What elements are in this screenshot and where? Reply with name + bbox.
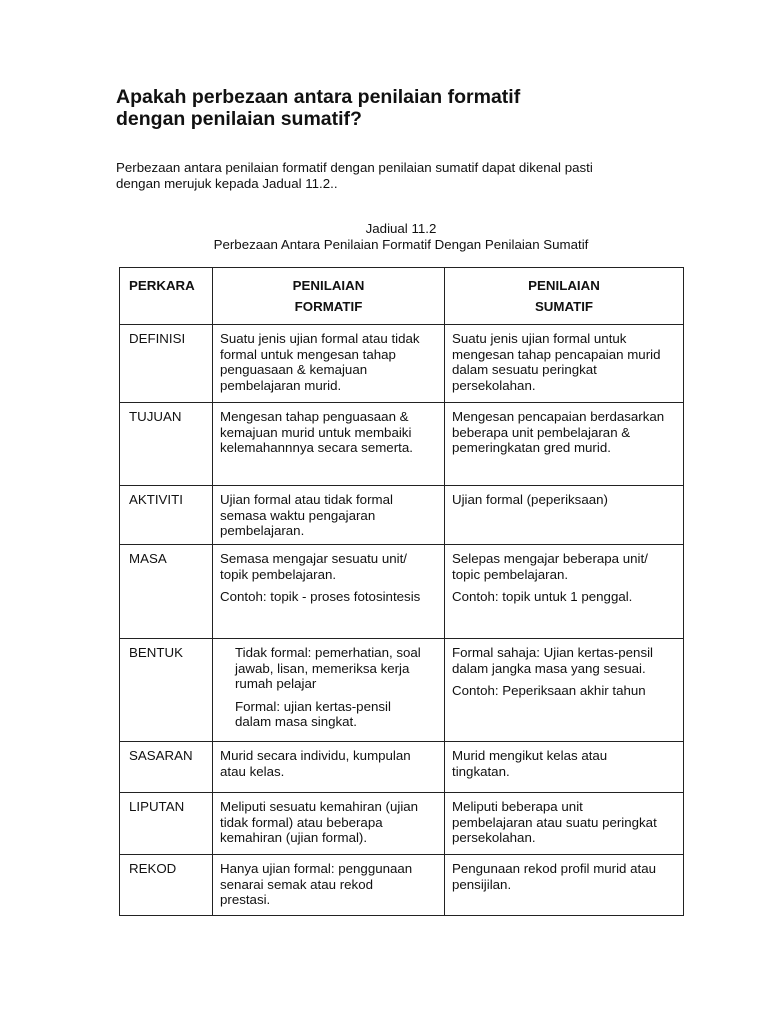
cell-paragraph: Formal sahaja: Ujian kertas-pensil dalam jangka masa yang sesuai.: [452, 645, 654, 676]
cell-sumatif: [445, 855, 684, 916]
table-caption-text: Perbezaan Antara Penilaian Formatif Dengan Penilaian Sumatif: [213, 237, 589, 252]
cell-perkara: BENTUK: [120, 639, 213, 742]
cell-paragraph: Tidak formal: pemerhatian, soal jawab, lisan, memeriksa kerja rumah pelajar: [235, 645, 421, 691]
cell-formatif: [213, 793, 445, 855]
cell-formatif: [213, 325, 445, 403]
cell-perkara: TUJUAN: [120, 403, 213, 486]
table-row: [120, 486, 684, 545]
table-row: [120, 325, 684, 403]
cell-perkara: LIPUTAN: [120, 793, 213, 855]
header-perkara: PERKARA: [120, 268, 213, 325]
cell-formatif: [213, 545, 445, 639]
cell-paragraph: Mengesan tahap penguasaan & kemajuan murid untuk membaiki kelemahannnya secara semerta.: [220, 409, 413, 455]
cell-paragraph: Murid secara individu, kumpulan atau kelas.: [220, 748, 411, 779]
cell-sumatif: [445, 486, 684, 545]
table-row: [120, 855, 684, 916]
table-header-row: [120, 268, 684, 325]
cell-formatif: [213, 639, 445, 742]
table-row: [120, 742, 684, 793]
cell-sumatif: [445, 742, 684, 793]
table-row: [120, 403, 684, 486]
cell-paragraph: Semasa mengajar sesuatu unit/ topik pembelajaran.: [220, 551, 408, 582]
cell-paragraph: Suatu jenis ujian formal atau tidak formal untuk mengesan tahap penguasaan & kemajuan pembelajaran murid.: [220, 331, 420, 393]
cell-perkara: REKOD: [120, 855, 213, 916]
table-row: [120, 545, 684, 639]
cell-paragraph: Hanya ujian formal: penggunaan senarai semak atau rekod prestasi.: [220, 861, 413, 907]
cell-perkara: MASA: [120, 545, 213, 639]
cell-perkara: DEFINISI: [120, 325, 213, 403]
cell-paragraph: Mengesan pencapaian berdasarkan beberapa unit pembelajaran & pemeringkatan gred murid.: [452, 409, 665, 455]
cell-formatif: [213, 403, 445, 486]
cell-paragraph: Ujian formal atau tidak formal semasa waktu pengajaran pembelajaran.: [220, 492, 393, 538]
cell-formatif: [213, 742, 445, 793]
cell-paragraph: Selepas mengajar beberapa unit/ topic pembelajaran.: [452, 551, 648, 582]
table-row: [120, 793, 684, 855]
cell-formatif: [213, 855, 445, 916]
cell-paragraph: Ujian formal (peperiksaan): [452, 492, 608, 507]
cell-paragraph: Pengunaan rekod profil murid atau pensijilan.: [452, 861, 657, 892]
cell-sumatif: [445, 793, 684, 855]
cell-paragraph: Meliputi beberapa unit pembelajaran atau suatu peringkat persekolahan.: [452, 799, 657, 845]
intro-paragraph: Perbezaan antara penilaian formatif dengan penilaian sumatif dapat dikenal pasti dengan merujuk kepada Jadual 11.2..: [116, 160, 593, 191]
cell-paragraph: Murid mengikut kelas atau tingkatan.: [452, 748, 608, 779]
table-row: [120, 639, 684, 742]
cell-paragraph: Meliputi sesuatu kemahiran (ujian tidak formal) atau beberapa kemahiran (ujian formal).: [220, 799, 419, 845]
cell-paragraph: Contoh: topik untuk 1 penggal.: [452, 589, 633, 604]
header-formatif: PENILAIAN FORMATIF: [213, 268, 445, 325]
cell-perkara: AKTIVITI: [120, 486, 213, 545]
table-caption-label: Jadiual 11.2: [365, 221, 437, 236]
cell-paragraph: Suatu jenis ujian formal untuk mengesan tahap pencapaian murid dalam sesuatu peringkat persekolahan.: [452, 331, 661, 393]
cell-sumatif: [445, 545, 684, 639]
header-sumatif: PENILAIAN SUMATIF: [445, 268, 684, 325]
page-title: Apakah perbezaan antara penilaian formatif dengan penilaian sumatif?: [116, 86, 521, 130]
cell-perkara: SASARAN: [120, 742, 213, 793]
cell-sumatif: [445, 403, 684, 486]
cell-paragraph: Contoh: topik - proses fotosintesis: [220, 589, 421, 604]
cell-formatif: [213, 486, 445, 545]
cell-sumatif: [445, 639, 684, 742]
comparison-table: [119, 267, 684, 916]
cell-paragraph: Formal: ujian kertas-pensil dalam masa singkat.: [235, 698, 391, 729]
cell-sumatif: [445, 325, 684, 403]
cell-paragraph: Contoh: Peperiksaan akhir tahun: [452, 683, 646, 698]
